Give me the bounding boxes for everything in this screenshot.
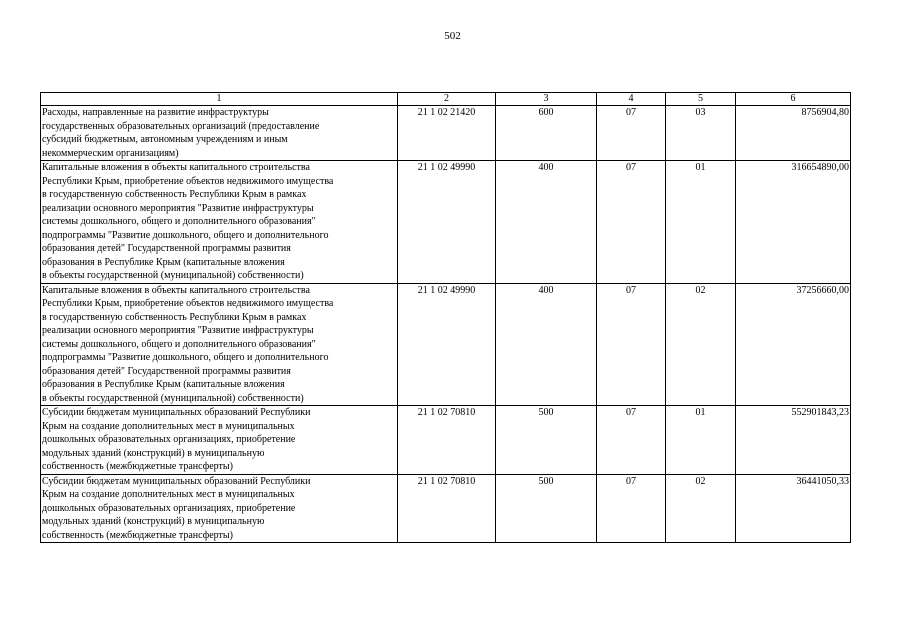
row-expense-type: 500 [496,406,597,475]
table-row [41,161,851,284]
row-name: Капитальные вложения в объекты капитального строительства Республики Крым, приобретение объектов недвижимого имущества в государственную собственность Республики Крым в рамках реализации основного мероприятия "Развитие инфраструктуры системы дошкольного, общего и дополнительного образования" подпрограммы "Развитие дошкольного, общего и дополнительного образования детей" Государственной программы развития образования в Республике Крым (капитальные вложения в объекты государственной (муниципальной) собственности) [41,161,398,284]
row-name: Субсидии бюджетам муниципальных образований Республики Крым на создание дополнительных мест в муниципальных дошкольных образовательных организациях, приобретение модульных зданий (конструкций) в муниципальную собственность (межбюджетные трансферты) [41,406,398,475]
row-section: 07 [597,106,666,161]
row-name: Субсидии бюджетам муниципальных образований Республики Крым на создание дополнительных мест в муниципальных дошкольных образовательных организациях, приобретение модульных зданий (конструкций) в муниципальную собственность (межбюджетные трансферты) [41,474,398,543]
row-code: 21 1 02 49990 [398,161,496,284]
row-sum: 8756904,80 [736,106,851,161]
row-subsection: 02 [666,474,736,543]
column-header-code: 2 [398,93,496,106]
page-number: 502 [444,30,461,42]
row-section: 07 [597,406,666,475]
row-sum: 37256660,00 [736,283,851,406]
row-subsection: 01 [666,406,736,475]
row-subsection: 01 [666,161,736,284]
row-subsection: 02 [666,283,736,406]
row-code: 21 1 02 49990 [398,283,496,406]
column-header-pr: 5 [666,93,736,106]
row-name: Расходы, направленные на развитие инфраструктуры государственных образовательных организаций (предоставление субсидий бюджетным, автономным учреждениям и иным некоммерческим организациям) [41,106,398,161]
row-expense-type: 500 [496,474,597,543]
row-sum: 552901843,23 [736,406,851,475]
row-expense-type: 600 [496,106,597,161]
row-sum: 316654890,00 [736,161,851,284]
row-name: Капитальные вложения в объекты капитального строительства Республики Крым, приобретение объектов недвижимого имущества в государственную собственность Республики Крым в рамках реализации основного мероприятия "Развитие инфраструктуры системы дошкольного, общего и дополнительного образования" подпрограммы "Развитие дошкольного, общего и дополнительного образования детей" Государственной программы развития образования в Республике Крым (капитальные вложения в объекты государственной (муниципальной) собственности) [41,283,398,406]
row-section: 07 [597,474,666,543]
row-code: 21 1 02 70810 [398,406,496,475]
column-header-name: 1 [41,93,398,106]
budget-table [40,92,851,543]
table-row [41,283,851,406]
column-header-sum: 6 [736,93,851,106]
row-section: 07 [597,283,666,406]
row-expense-type: 400 [496,283,597,406]
row-code: 21 1 02 70810 [398,474,496,543]
table-row [41,406,851,475]
row-subsection: 03 [666,106,736,161]
row-code: 21 1 02 21420 [398,106,496,161]
table-header-row [41,93,851,106]
column-header-vr: 3 [496,93,597,106]
table-row [41,474,851,543]
table-row [41,106,851,161]
row-section: 07 [597,161,666,284]
row-sum: 36441050,33 [736,474,851,543]
column-header-rz: 4 [597,93,666,106]
row-expense-type: 400 [496,161,597,284]
